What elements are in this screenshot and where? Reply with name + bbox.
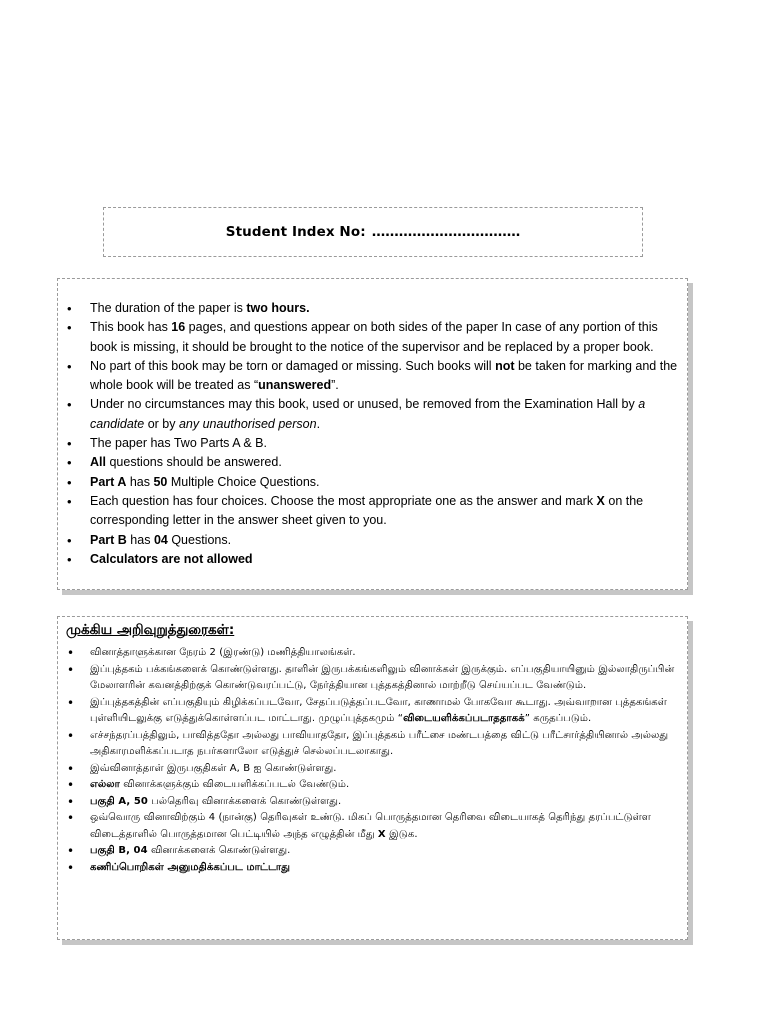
- bullet-icon: •: [67, 778, 75, 792]
- bullet-icon: •: [67, 662, 75, 677]
- list-item: • Calculators are not allowed: [66, 550, 679, 569]
- bullet-icon: •: [67, 397, 72, 413]
- list-item: • Part B has 04 Questions.: [66, 531, 679, 550]
- list-item: • எச்சந்தரப்பத்திலும், பாவித்ததோ அல்லது பாவியாததோ, இப்புத்தகம் பரீட்சை மண்டபத்தை விட்டு பரீட்சார்த்தியினால் அல்லது அதிகாரமளிக்கப்படாத நபர்களாலோ எடுத்துச் செல்லப்படலாகாது.: [67, 728, 669, 757]
- list-item: • கணிப்பொறிகள் அனுமதிக்கப்பட மாட்டாது: [67, 860, 291, 875]
- list-item: • No part of this book may be torn or damaged or missing. Such books will not be taken for marking and the whole book will be treated as “unanswered”.: [67, 358, 678, 393]
- bullet-icon: •: [67, 320, 72, 336]
- tamil-instructions-list: [66, 645, 679, 876]
- list-item: • This book has 16 pages, and questions appear on both sides of the paper In case of any portion of this book is missing, it should be brought to the notice of the supervisor and be replaced by a proper book.: [67, 320, 658, 354]
- list-item: • ஒவ்வொரு வினாவிற்கும் 4 (நான்கு) தெரிவுகள் உண்டு. மிகப் பொருத்தமான தெரிவை விடையாகத் தெரிந்து தரப்பட்டுள்ள விடைத்தாளில் பொருத்தமான பெட்டியில் அந்த எழுத்தின் மீது X இடுக.: [67, 811, 651, 840]
- english-instructions-list: [66, 299, 679, 569]
- bullet-icon: •: [67, 455, 72, 471]
- english-instructions-panel: [57, 278, 688, 590]
- list-item: • Each question has four choices. Choose the most appropriate one as the answer and mark X on the corresponding letter in the answer sheet given to you.: [67, 493, 644, 528]
- bullet-icon: •: [67, 532, 72, 548]
- student-index-dots: ……………………………: [371, 224, 521, 240]
- bullet-icon: •: [67, 844, 75, 858]
- list-item: • இவ்வினாத்தாள் இருபகுதிகள் A, B ஐ கொண்டுள்ளது.: [67, 761, 337, 776]
- bullet-icon: •: [67, 761, 75, 776]
- list-item: • இப்புத்தகத்தின் எப்பகுதியும் கிழிக்கப்படவோ, சேதப்படுத்தப்படவோ, காணாமல் போகவோ கூடாது. அவ்வாறான புத்தகங்கள் புள்ளியிடலுக்கு எடுத்துக்கொள்ளப்பட மாட்டாது. முழுப்புத்தகமும் “விடையளிக்கப்படாததாகக்” கருதப்படும்.: [67, 695, 667, 724]
- bullet-icon: •: [67, 646, 75, 660]
- list-item: • All questions should be answered.: [66, 453, 679, 472]
- bullet-icon: •: [67, 794, 75, 809]
- tamil-instructions-panel: [57, 616, 688, 940]
- bullet-icon: •: [67, 474, 72, 490]
- bullet-icon: •: [67, 551, 72, 567]
- list-item: • Part A has 50 Multiple Choice Questions.: [66, 473, 679, 492]
- bullet-icon: •: [67, 493, 72, 509]
- list-item: • பகுதி A, 50 பல்தெரிவு வினாக்களைக் கொண்டுள்ளது.: [67, 794, 342, 809]
- bullet-icon: •: [67, 436, 72, 452]
- list-item: • எல்லா வினாக்களுக்கும் விடையளிக்கப்படல் வேண்டும்.: [67, 778, 350, 792]
- student-index-box: [103, 207, 643, 257]
- list-item: • வினாத்தாளுக்கான நேரம் 2 (இரண்டு) மணித்தியாலங்கள்.: [67, 646, 356, 660]
- bullet-icon: •: [67, 695, 75, 710]
- list-item: • The duration of the paper is two hours.: [66, 299, 679, 318]
- tamil-heading: முக்கிய அறிவுறுத்துரைகள்:: [66, 622, 235, 638]
- list-item: • இப்புத்தகம் பக்கங்களைக் கொண்டுள்ளது. தாளின் இருபக்கங்களிலும் வினாக்கள் இருக்கும். எப்பகுதியாயினும் இல்லாதிருப்பின் மேலாளரின் கவனத்திற்குக் கொண்டுவரப்பட்டு, நேர்த்தியான புத்தகத்தினால் மாற்றீடு செய்யப்பட வேண்டும்.: [67, 662, 675, 691]
- bullet-icon: •: [67, 860, 75, 875]
- list-item: • Under no circumstances may this book, used or unused, be removed from the Examination Hall by a candidate or by any unauthorised person.: [67, 397, 646, 431]
- bullet-icon: •: [67, 728, 75, 743]
- bullet-icon: •: [67, 301, 72, 316]
- list-item: • பகுதி B, 04 வினாக்களைக் கொண்டுள்ளது.: [67, 844, 291, 858]
- list-item: • The paper has Two Parts A & B.: [66, 434, 679, 453]
- student-index-label: Student Index No:: [225, 224, 366, 240]
- bullet-icon: •: [67, 811, 75, 825]
- bullet-icon: •: [67, 358, 72, 374]
